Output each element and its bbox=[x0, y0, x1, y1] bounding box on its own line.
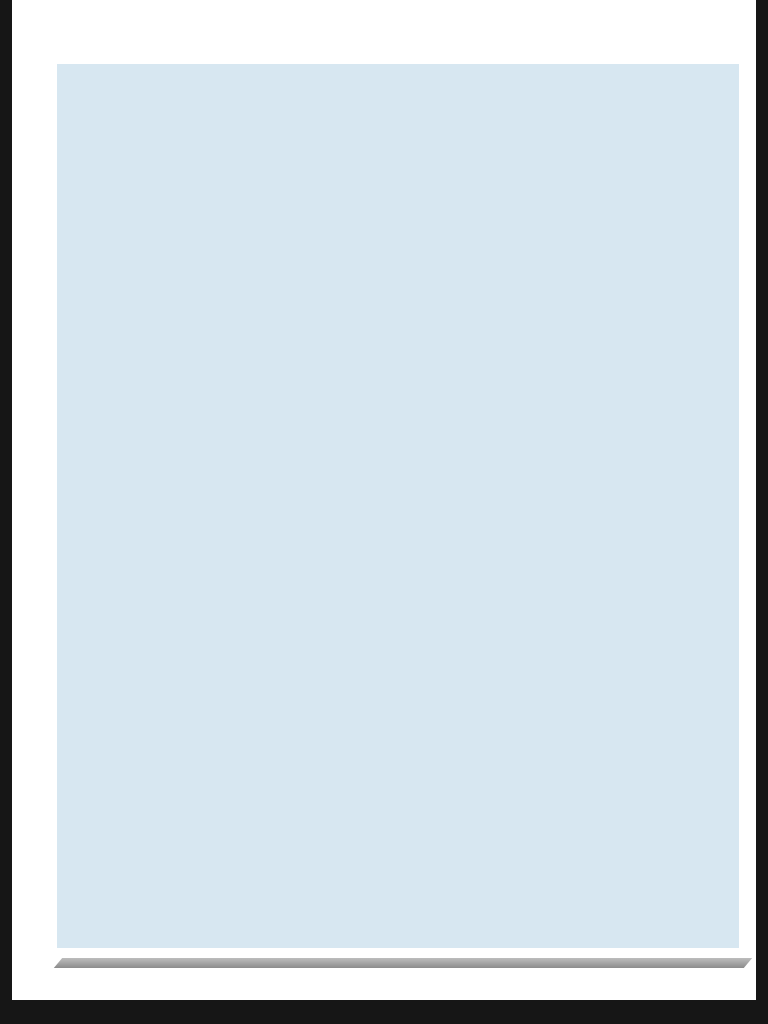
page bbox=[12, 0, 756, 1000]
content-panel bbox=[57, 64, 739, 948]
page-shadow bbox=[54, 958, 752, 968]
